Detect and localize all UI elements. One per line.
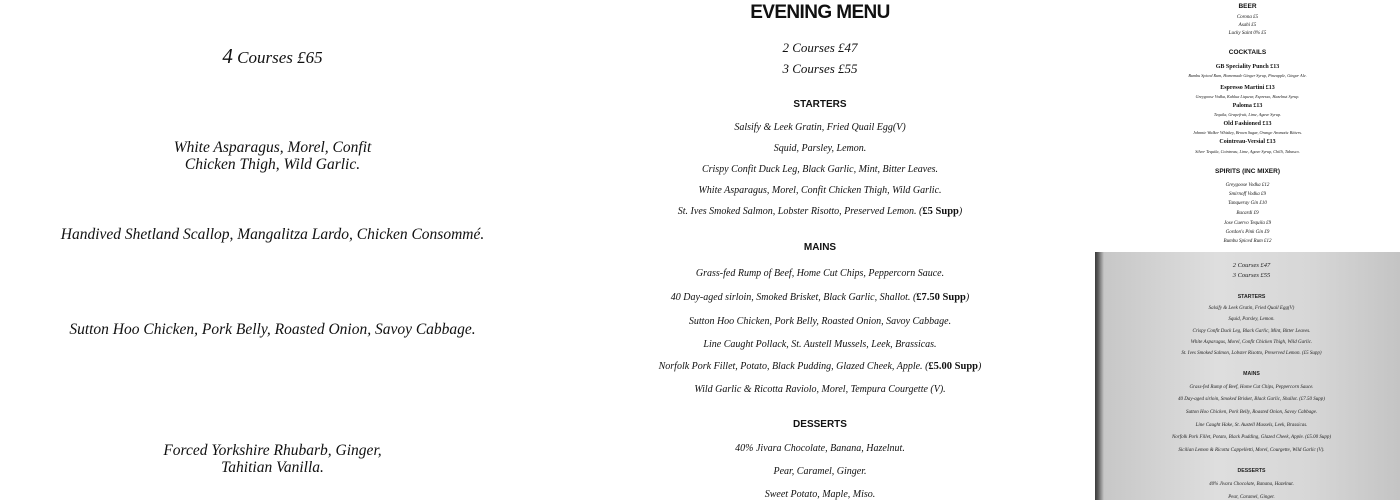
menu-item: Squid, Parsley, Lemon.	[773, 143, 867, 154]
drink-item: Smirnoff Vodka £9	[1229, 192, 1266, 197]
photo-item: 40 Day-aged sirloin, Smoked Brisket, Black Garlic, Shallot. (£7.50 Supp)	[1178, 397, 1325, 402]
photo-item: Sutton Hoo Chicken, Pork Belly, Roasted Onion, Savoy Cabbage.	[1185, 410, 1318, 415]
cocktail-name: Espresso Martini £13	[1220, 85, 1275, 91]
menu-item: Line Caught Pollack, St. Austell Mussels, Leek, Brassicas.	[703, 339, 937, 350]
tasting-course: Sutton Hoo Chicken, Pork Belly, Roasted Onion, Savoy Cabbage.	[69, 321, 476, 338]
photo-paper	[1103, 252, 1400, 500]
cocktail-desc: Greygoose Vodka, Kahlua Liqueur, Espresso, Hazelnut Syrup.	[1195, 94, 1300, 99]
photo-mains-heading: MAINS	[1243, 371, 1260, 377]
mains-heading: MAINS	[803, 242, 837, 253]
heading-text: Courses £65	[237, 48, 323, 67]
cocktail-desc: Tequila, Grapefruit, Lime, Agave Syrup.	[1213, 112, 1282, 117]
drink-item: Asahi £5	[1238, 23, 1257, 28]
photo-price-line: 3 Courses £55	[1232, 272, 1271, 279]
tasting-course: White Asparagus, Morel, Confit Chicken Thigh, Wild Garlic.	[173, 139, 372, 173]
photo-starters-heading: STARTERS	[1237, 294, 1266, 300]
photo-item: St. Ives Smoked Salmon, Lobster Risotto, Preserved Lemon. (£5 Supp)	[1181, 351, 1322, 356]
cocktail-name: GB Speciality Punch £13	[1215, 64, 1280, 70]
cocktail-name: Paloma £13	[1232, 103, 1263, 109]
menu-item: Wild Garlic & Ricotta Raviolo, Morel, Tempura Courgette (V).	[694, 384, 946, 395]
supplement: £7.50 Supp	[916, 292, 966, 303]
drink-item: Gordon's Pink Gin £9	[1225, 230, 1270, 235]
spirits-heading: SPIRITS (INC MIXER)	[1214, 168, 1280, 175]
drink-item: Corona £5	[1236, 15, 1259, 20]
starters-heading: STARTERS	[793, 99, 847, 110]
evening-menu-panel	[545, 0, 1095, 500]
printed-menu-photo	[1095, 252, 1400, 500]
heading-number: 4	[222, 44, 233, 68]
cocktail-desc: Bumbu Spiced Rum, Homemade Ginger Syrup, Pineapple, Ginger Ale.	[1188, 73, 1307, 78]
tasting-menu-panel	[0, 0, 545, 500]
drink-item: Jose Cuervo Tequila £9	[1223, 221, 1272, 226]
cocktail-name: Cointreau-Versial £13	[1219, 139, 1276, 145]
menu-title: EVENING MENU	[750, 2, 890, 23]
drinks-menu-panel	[1095, 0, 1400, 252]
drink-item: Tanqueray Gin £10	[1228, 201, 1267, 206]
cocktail-name: Old Fashioned £13	[1223, 121, 1272, 127]
menu-item: White Asparagus, Morel, Confit Chicken Thigh, Wild Garlic.	[698, 185, 942, 196]
drink-item: Bumbu Spiced Rum £12	[1223, 239, 1272, 244]
drink-item: Bacardi £9	[1236, 211, 1259, 216]
menu-item: Norfolk Pork Fillet, Potato, Black Pudding, Glazed Cheek, Apple. (£5.00 Supp)	[658, 361, 982, 372]
tasting-course: Forced Yorkshire Rhubarb, Ginger, Tahitian Vanilla.	[163, 442, 382, 476]
price-line: 2 Courses £47	[782, 40, 858, 55]
desserts-heading: DESSERTS	[793, 419, 847, 430]
menu-item: Grass-fed Rump of Beef, Home Cut Chips, Peppercorn Sauce.	[695, 268, 945, 279]
menu-item: Salsify & Leek Gratin, Fried Quail Egg(V)	[734, 122, 906, 133]
supplement: £5.00 Supp	[928, 361, 979, 372]
tasting-course: Handived Shetland Scallop, Mangalitza Lardo, Chicken Consommé.	[60, 226, 485, 243]
cocktail-desc: Johnnie Walker Whiskey, Brown Sugar, Orange Aromatic Bitters.	[1192, 130, 1303, 135]
photo-item: 40% Jivara Chocolate, Banana, Hazelnut.	[1209, 482, 1294, 487]
photo-item: White Asparagus, Morel, Confit Chicken Thigh, Wild Garlic.	[1190, 340, 1313, 345]
menu-item: Crispy Confit Duck Leg, Black Garlic, Mint, Bitter Leaves.	[701, 164, 939, 175]
photo-item: Pear, Caramel, Ginger.	[1228, 495, 1275, 500]
photo-item: Sicilian Lemon & Ricotta Cappelletti, Morel, Courgette, Wild Garlic (V).	[1178, 448, 1325, 453]
price-line: 3 Courses £55	[782, 61, 858, 76]
drink-item: Greygoose Vodka £12	[1225, 183, 1270, 188]
photo-desserts-heading: DESSERTS	[1237, 468, 1266, 474]
photo-item: Line Caught Hake, St. Austell Mussels, Leek, Brassicas.	[1195, 423, 1308, 428]
cocktail-desc: Silver Tequila, Cointreau, Lime, Agave Syrup, Chilli, Tabasco.	[1195, 149, 1300, 154]
photo-item: Salsify & Leek Gratin, Fried Quail Egg(V)	[1208, 306, 1295, 311]
cocktails-heading: COCKTAILS	[1228, 49, 1267, 56]
beer-heading: BEER	[1238, 3, 1257, 10]
menu-item: St. Ives Smoked Salmon, Lobster Risotto, Preserved Lemon. (£5 Supp)	[677, 206, 963, 217]
photo-price-line: 2 Courses £47	[1232, 262, 1271, 269]
photo-item: Grass-fed Rump of Beef, Home Cut Chips, Peppercorn Sauce.	[1189, 385, 1314, 390]
photo-item: Crispy Confit Duck Leg, Black Garlic, Mint, Bitter Leaves.	[1192, 329, 1311, 334]
menu-item: Sweet Potato, Maple, Miso.	[764, 489, 876, 500]
menu-item: Sutton Hoo Chicken, Pork Belly, Roasted Onion, Savoy Cabbage.	[688, 316, 952, 327]
supplement: £5 Supp	[922, 206, 959, 217]
menu-item: 40% Jivara Chocolate, Banana, Hazelnut.	[735, 443, 905, 454]
menu-item: 40 Day-aged sirloin, Smoked Brisket, Black Garlic, Shallot. (£7.50 Supp)	[670, 292, 970, 303]
menu-item: Pear, Caramel, Ginger.	[773, 466, 867, 477]
tasting-menu-heading	[0, 44, 545, 69]
photo-item: Squid, Parsley, Lemon.	[1228, 317, 1275, 322]
photo-item: Norfolk Pork Fillet, Potato, Black Pudding, Glazed Cheek, Apple. (£5.00 Supp)	[1171, 435, 1332, 440]
drink-item: Lucky Saint 0% £5	[1228, 31, 1267, 36]
